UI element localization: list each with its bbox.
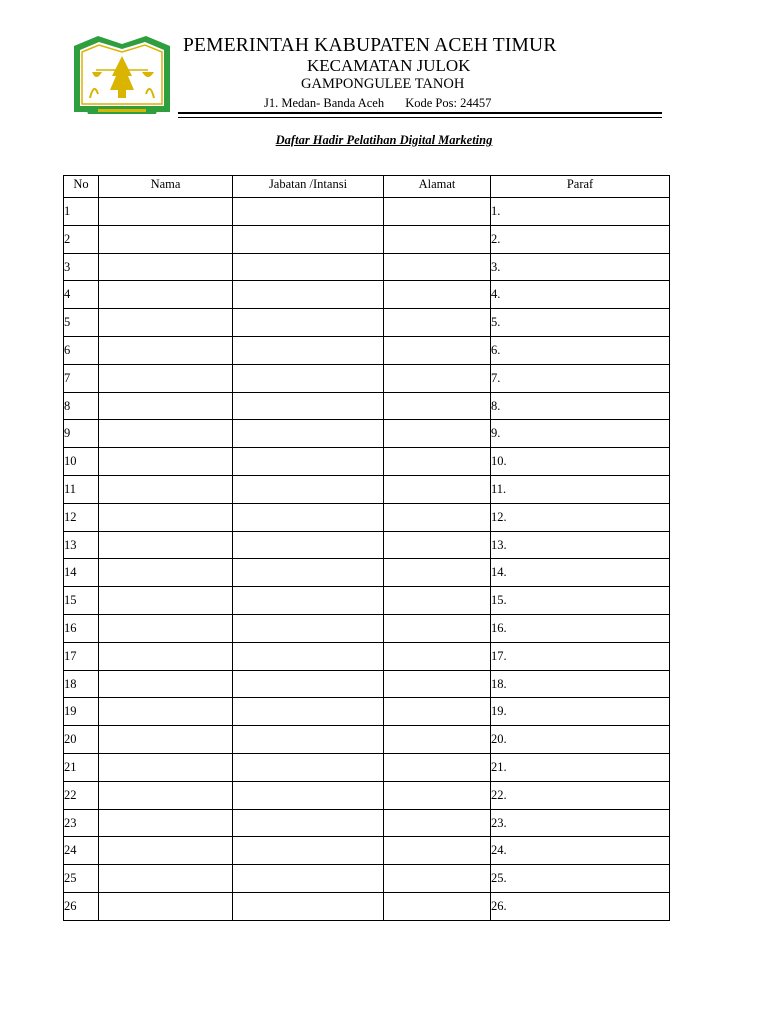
paraf-cell: 6. <box>491 336 670 364</box>
nama-cell <box>99 781 233 809</box>
row-number-cell: 21 <box>64 753 99 781</box>
jabatan-cell <box>233 253 384 281</box>
row-number-cell: 4 <box>64 281 99 309</box>
table-row <box>64 364 670 392</box>
row-number-cell: 16 <box>64 614 99 642</box>
column-header-paraf: Paraf <box>491 176 670 198</box>
table-row <box>64 587 670 615</box>
paraf-cell: 11. <box>491 475 670 503</box>
paraf-cell: 13. <box>491 531 670 559</box>
alamat-cell <box>384 281 491 309</box>
table-row <box>64 781 670 809</box>
row-number-cell: 20 <box>64 726 99 754</box>
alamat-cell <box>384 837 491 865</box>
paraf-cell: 9. <box>491 420 670 448</box>
row-number-cell: 24 <box>64 837 99 865</box>
jabatan-cell <box>233 587 384 615</box>
alamat-cell <box>384 225 491 253</box>
jabatan-cell <box>233 559 384 587</box>
alamat-cell <box>384 642 491 670</box>
row-number-cell: 10 <box>64 448 99 476</box>
alamat-cell <box>384 781 491 809</box>
table-row <box>64 225 670 253</box>
jabatan-cell <box>233 670 384 698</box>
emblem-logo <box>68 32 176 118</box>
alamat-cell <box>384 198 491 226</box>
column-header-nama: Nama <box>99 176 233 198</box>
table-row <box>64 198 670 226</box>
column-header-no: No <box>64 176 99 198</box>
nama-cell <box>99 587 233 615</box>
nama-cell <box>99 475 233 503</box>
paraf-cell: 19. <box>491 698 670 726</box>
paraf-cell: 20. <box>491 726 670 754</box>
paraf-cell: 16. <box>491 614 670 642</box>
document-title: Daftar Hadir Pelatihan Digital Marketing <box>275 133 493 147</box>
row-number-cell: 18 <box>64 670 99 698</box>
alamat-cell <box>384 865 491 893</box>
header-village-name: GAMPONGULEE TANOH <box>301 76 465 92</box>
nama-cell <box>99 726 233 754</box>
jabatan-cell <box>233 837 384 865</box>
row-number-cell: 23 <box>64 809 99 837</box>
alamat-cell <box>384 309 491 337</box>
nama-cell <box>99 809 233 837</box>
nama-cell <box>99 281 233 309</box>
row-number-cell: 3 <box>64 253 99 281</box>
jabatan-cell <box>233 420 384 448</box>
paraf-cell: 23. <box>491 809 670 837</box>
paraf-cell: 21. <box>491 753 670 781</box>
nama-cell <box>99 309 233 337</box>
row-number-cell: 14 <box>64 559 99 587</box>
header-address-line <box>264 96 491 111</box>
row-number-cell: 6 <box>64 336 99 364</box>
nama-cell <box>99 420 233 448</box>
table-row <box>64 726 670 754</box>
paraf-cell: 26. <box>491 892 670 920</box>
row-number-cell: 8 <box>64 392 99 420</box>
jabatan-cell <box>233 281 384 309</box>
table-row <box>64 837 670 865</box>
paraf-cell: 22. <box>491 781 670 809</box>
paraf-cell: 7. <box>491 364 670 392</box>
alamat-cell <box>384 392 491 420</box>
table-row <box>64 809 670 837</box>
paraf-cell: 15. <box>491 587 670 615</box>
paraf-cell: 24. <box>491 837 670 865</box>
jabatan-cell <box>233 614 384 642</box>
nama-cell <box>99 253 233 281</box>
nama-cell <box>99 892 233 920</box>
paraf-cell: 3. <box>491 253 670 281</box>
jabatan-cell <box>233 531 384 559</box>
nama-cell <box>99 503 233 531</box>
alamat-cell <box>384 503 491 531</box>
nama-cell <box>99 614 233 642</box>
nama-cell <box>99 753 233 781</box>
alamat-cell <box>384 753 491 781</box>
alamat-cell <box>384 559 491 587</box>
alamat-cell <box>384 614 491 642</box>
table-header-row <box>64 176 670 198</box>
alamat-cell <box>384 892 491 920</box>
alamat-cell <box>384 448 491 476</box>
column-header-alamat: Alamat <box>384 176 491 198</box>
table-row <box>64 309 670 337</box>
column-header-jabatan: Jabatan /Intansi <box>233 176 384 198</box>
alamat-cell <box>384 364 491 392</box>
table-row <box>64 642 670 670</box>
table-row <box>64 281 670 309</box>
paraf-cell: 14. <box>491 559 670 587</box>
table-row <box>64 448 670 476</box>
table-row <box>64 559 670 587</box>
table-row <box>64 698 670 726</box>
row-number-cell: 5 <box>64 309 99 337</box>
jabatan-cell <box>233 225 384 253</box>
paraf-cell: 4. <box>491 281 670 309</box>
paraf-cell: 25. <box>491 865 670 893</box>
header-district-name: KECAMATAN JULOK <box>307 56 471 75</box>
paraf-cell: 12. <box>491 503 670 531</box>
jabatan-cell <box>233 781 384 809</box>
jabatan-cell <box>233 475 384 503</box>
table-row <box>64 892 670 920</box>
alamat-cell <box>384 336 491 364</box>
table-row <box>64 865 670 893</box>
row-number-cell: 12 <box>64 503 99 531</box>
jabatan-cell <box>233 309 384 337</box>
nama-cell <box>99 336 233 364</box>
jabatan-cell <box>233 336 384 364</box>
alamat-cell <box>384 726 491 754</box>
table-row <box>64 475 670 503</box>
table-row <box>64 420 670 448</box>
jabatan-cell <box>233 726 384 754</box>
nama-cell <box>99 198 233 226</box>
table-row <box>64 753 670 781</box>
table-row <box>64 670 670 698</box>
jabatan-cell <box>233 865 384 893</box>
paraf-cell: 17. <box>491 642 670 670</box>
postal-code-text: Kode Pos: 24457 <box>405 96 492 110</box>
nama-cell <box>99 670 233 698</box>
nama-cell <box>99 364 233 392</box>
address-text: J1. Medan- Banda Aceh <box>264 96 385 110</box>
paraf-cell: 5. <box>491 309 670 337</box>
paraf-cell: 8. <box>491 392 670 420</box>
nama-cell <box>99 698 233 726</box>
jabatan-cell <box>233 448 384 476</box>
jabatan-cell <box>233 198 384 226</box>
jabatan-cell <box>233 642 384 670</box>
nama-cell <box>99 392 233 420</box>
table-row <box>64 531 670 559</box>
header-rule-thin <box>178 117 662 118</box>
table-row <box>64 614 670 642</box>
jabatan-cell <box>233 364 384 392</box>
jabatan-cell <box>233 698 384 726</box>
paraf-cell: 10. <box>491 448 670 476</box>
alamat-cell <box>384 809 491 837</box>
alamat-cell <box>384 475 491 503</box>
alamat-cell <box>384 531 491 559</box>
paraf-cell: 18. <box>491 670 670 698</box>
table-row <box>64 253 670 281</box>
header-rule-thick <box>178 112 662 114</box>
nama-cell <box>99 865 233 893</box>
nama-cell <box>99 531 233 559</box>
jabatan-cell <box>233 892 384 920</box>
table-row <box>64 336 670 364</box>
jabatan-cell <box>233 753 384 781</box>
alamat-cell <box>384 698 491 726</box>
row-number-cell: 1 <box>64 198 99 226</box>
nama-cell <box>99 559 233 587</box>
row-number-cell: 17 <box>64 642 99 670</box>
header-government-name: PEMERINTAH KABUPATEN ACEH TIMUR <box>183 35 557 56</box>
row-number-cell: 11 <box>64 475 99 503</box>
nama-cell <box>99 837 233 865</box>
jabatan-cell <box>233 503 384 531</box>
alamat-cell <box>384 420 491 448</box>
paraf-cell: 1. <box>491 198 670 226</box>
aceh-timur-emblem-icon <box>68 32 176 118</box>
nama-cell <box>99 642 233 670</box>
row-number-cell: 9 <box>64 420 99 448</box>
row-number-cell: 25 <box>64 865 99 893</box>
jabatan-cell <box>233 809 384 837</box>
row-number-cell: 13 <box>64 531 99 559</box>
alamat-cell <box>384 587 491 615</box>
row-number-cell: 15 <box>64 587 99 615</box>
paraf-cell: 2. <box>491 225 670 253</box>
table-row <box>64 503 670 531</box>
attendance-table <box>63 175 670 921</box>
nama-cell <box>99 448 233 476</box>
nama-cell <box>99 225 233 253</box>
alamat-cell <box>384 670 491 698</box>
jabatan-cell <box>233 392 384 420</box>
row-number-cell: 7 <box>64 364 99 392</box>
row-number-cell: 2 <box>64 225 99 253</box>
alamat-cell <box>384 253 491 281</box>
row-number-cell: 26 <box>64 892 99 920</box>
table-row <box>64 392 670 420</box>
row-number-cell: 19 <box>64 698 99 726</box>
row-number-cell: 22 <box>64 781 99 809</box>
